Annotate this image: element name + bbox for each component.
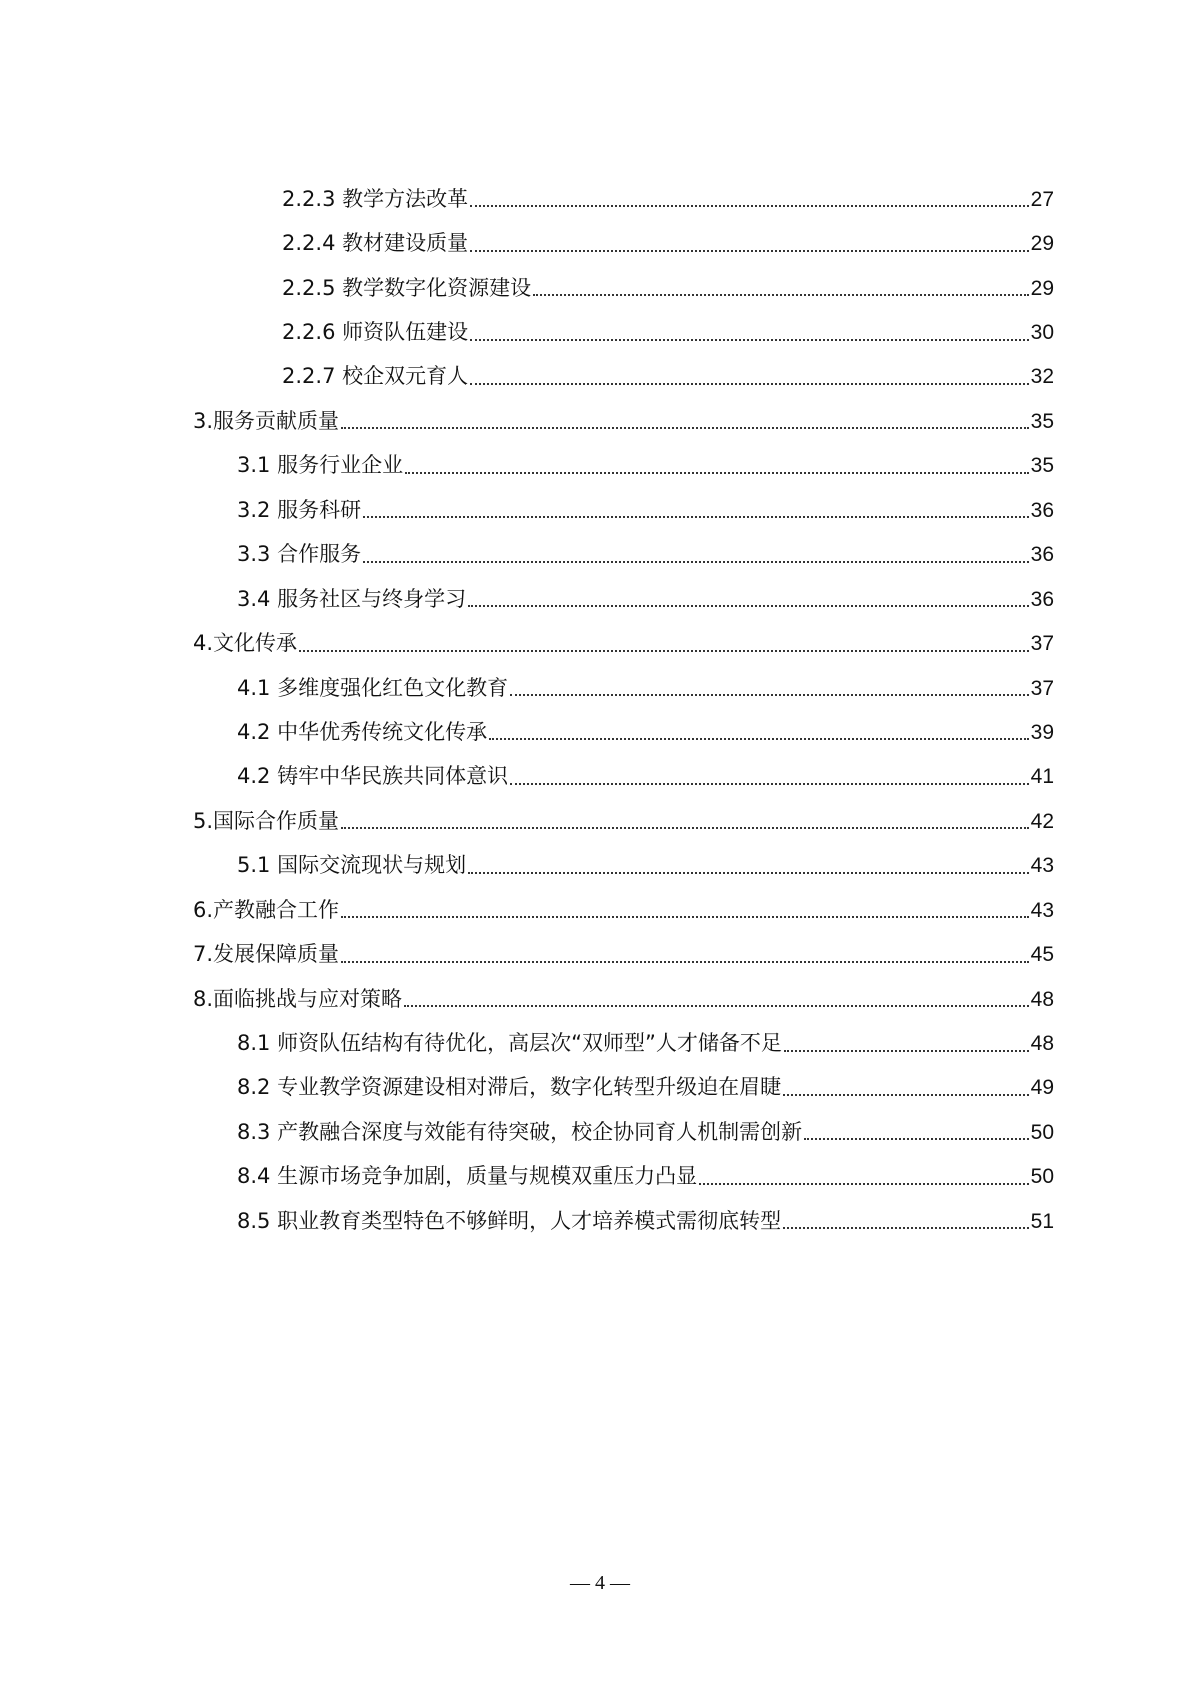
- toc-entry-page: 43: [1030, 854, 1054, 878]
- dot-leader: [405, 472, 1029, 474]
- toc-entry-title: 8.3 产教融合深度与效能有待突破，校企协同育人机制需创新: [237, 1119, 803, 1144]
- toc-entry[interactable]: [0, 710, 1200, 754]
- toc-entry-title: 4.1 多维度强化红色文化教育: [237, 675, 509, 700]
- toc-entry[interactable]: [0, 755, 1200, 799]
- toc-entry[interactable]: [0, 844, 1200, 888]
- dot-leader: [470, 339, 1029, 341]
- dot-leader: [784, 1050, 1029, 1052]
- dot-leader: [341, 916, 1029, 918]
- dot-leader: [468, 605, 1029, 607]
- toc-entry-page: 37: [1030, 632, 1054, 656]
- toc-entry-title: 2.2.6 师资队伍建设: [282, 320, 469, 345]
- toc-entry-page: 36: [1030, 543, 1054, 567]
- dot-leader: [341, 827, 1029, 829]
- toc-entry[interactable]: [0, 177, 1200, 221]
- toc-entry-page: 51: [1030, 1209, 1054, 1233]
- toc-entry-page: 36: [1030, 587, 1054, 611]
- dot-leader: [533, 294, 1029, 296]
- toc-entry-page: 43: [1030, 898, 1054, 922]
- dot-leader: [510, 694, 1029, 696]
- toc-entry[interactable]: [0, 533, 1200, 577]
- toc-entry-title: 8.面临挑战与应对策略: [193, 986, 403, 1011]
- toc-entry-title: 6.产教融合工作: [193, 897, 340, 922]
- toc-entry-title: 5.1 国际交流现状与规划: [237, 853, 467, 878]
- dot-leader: [804, 1138, 1029, 1140]
- toc-entry[interactable]: [0, 888, 1200, 932]
- toc-entry[interactable]: [0, 221, 1200, 265]
- toc-entry-page: 45: [1030, 943, 1054, 967]
- toc-entry-title: 3.服务贡献质量: [193, 408, 340, 433]
- toc-entry-title: 4.2 铸牢中华民族共同体意识: [237, 764, 509, 789]
- dot-leader: [363, 516, 1029, 518]
- toc-entry-title: 8.4 生源市场竞争加剧，质量与规模双重压力凸显: [237, 1164, 698, 1189]
- toc-entry-title: 7.发展保障质量: [193, 942, 340, 967]
- toc-entry-title: 3.3 合作服务: [237, 542, 362, 567]
- toc-entry-title: 2.2.5 教学数字化资源建设: [282, 275, 532, 300]
- dot-leader: [783, 1094, 1029, 1096]
- toc-entry[interactable]: [0, 666, 1200, 710]
- toc-entry-page: 30: [1030, 321, 1054, 345]
- dot-leader: [341, 961, 1029, 963]
- toc-entry[interactable]: [0, 932, 1200, 976]
- toc-entry-page: 50: [1030, 1165, 1054, 1189]
- toc-entry[interactable]: [0, 977, 1200, 1021]
- toc-entry-title: 8.1 师资队伍结构有待优化，高层次“双师型”人才储备不足: [237, 1031, 782, 1056]
- toc-entry-title: 2.2.3 教学方法改革: [282, 186, 469, 211]
- toc-entry[interactable]: [0, 577, 1200, 621]
- toc-entry-page: 42: [1030, 809, 1054, 833]
- toc-entry-title: 3.1 服务行业企业: [237, 453, 404, 478]
- toc-entry[interactable]: [0, 1021, 1200, 1065]
- table-of-contents: [0, 177, 1200, 1244]
- toc-entry[interactable]: [0, 1110, 1200, 1154]
- dot-leader: [783, 1227, 1029, 1229]
- toc-entry-title: 3.4 服务社区与终身学习: [237, 586, 467, 611]
- toc-entry-title: 2.2.4 教材建设质量: [282, 231, 469, 256]
- toc-entry-page: 27: [1030, 187, 1054, 211]
- toc-entry-title: 3.2 服务科研: [237, 497, 362, 522]
- toc-entry[interactable]: [0, 488, 1200, 532]
- toc-entry[interactable]: [0, 1155, 1200, 1199]
- toc-entry-page: 48: [1030, 987, 1054, 1011]
- toc-entry-page: 49: [1030, 1076, 1054, 1100]
- toc-entry[interactable]: [0, 621, 1200, 665]
- toc-entry-page: 29: [1030, 232, 1054, 256]
- toc-entry[interactable]: [0, 310, 1200, 354]
- toc-entry-title: 8.5 职业教育类型特色不够鲜明，人才培养模式需彻底转型: [237, 1208, 782, 1233]
- toc-entry[interactable]: [0, 355, 1200, 399]
- toc-entry-title: 8.2 专业教学资源建设相对滞后，数字化转型升级迫在眉睫: [237, 1075, 782, 1100]
- dot-leader: [404, 1005, 1029, 1007]
- toc-entry-title: 4.2 中华优秀传统文化传承: [237, 719, 488, 744]
- toc-entry-title: 2.2.7 校企双元育人: [282, 364, 469, 389]
- toc-entry[interactable]: [0, 1199, 1200, 1243]
- toc-entry[interactable]: [0, 1066, 1200, 1110]
- dot-leader: [363, 561, 1029, 563]
- dot-leader: [299, 650, 1029, 652]
- toc-entry[interactable]: [0, 799, 1200, 843]
- toc-entry-page: 35: [1030, 454, 1054, 478]
- dot-leader: [470, 205, 1029, 207]
- toc-entry-page: 32: [1030, 365, 1054, 389]
- dot-leader: [470, 383, 1029, 385]
- toc-entry[interactable]: [0, 399, 1200, 443]
- toc-entry-page: 36: [1030, 498, 1054, 522]
- toc-entry[interactable]: [0, 444, 1200, 488]
- page-number: — 4 —: [570, 1572, 630, 1594]
- toc-entry[interactable]: [0, 266, 1200, 310]
- toc-entry-page: 35: [1030, 409, 1054, 433]
- dot-leader: [489, 738, 1029, 740]
- toc-entry-page: 37: [1030, 676, 1054, 700]
- toc-entry-title: 4.文化传承: [193, 631, 298, 656]
- toc-entry-page: 39: [1030, 720, 1054, 744]
- dot-leader: [470, 250, 1029, 252]
- toc-entry-page: 29: [1030, 276, 1054, 300]
- dot-leader: [341, 427, 1029, 429]
- toc-entry-page: 50: [1030, 1120, 1054, 1144]
- toc-entry-title: 5.国际合作质量: [193, 808, 340, 833]
- toc-entry-page: 41: [1030, 765, 1054, 789]
- dot-leader: [510, 783, 1029, 785]
- dot-leader: [699, 1183, 1029, 1185]
- toc-entry-page: 48: [1030, 1032, 1054, 1056]
- dot-leader: [468, 872, 1029, 874]
